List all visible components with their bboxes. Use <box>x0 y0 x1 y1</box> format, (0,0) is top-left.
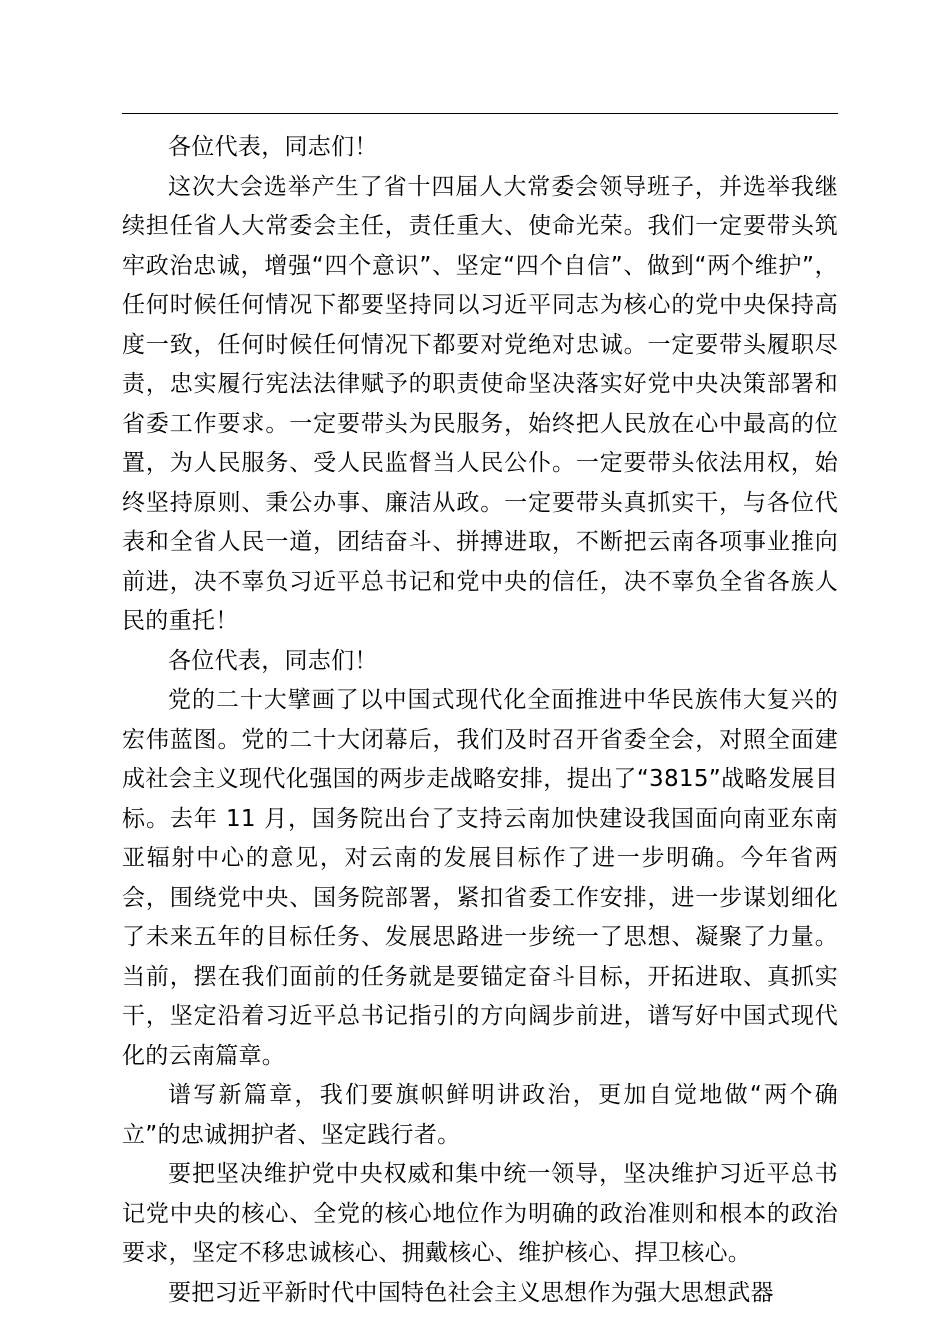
document-body <box>122 128 838 1313</box>
header-rule <box>122 113 838 114</box>
paragraph: 谱写新篇章，我们要旗帜鲜明讲政治，更加自觉地做“两个确立”的忠诚拥护者、坚定践行者。 <box>122 1082 838 1148</box>
paragraph-salutation: 各位代表，同志们！ <box>168 134 378 160</box>
paragraph: 党的二十大擘画了以中国式现代化全面推进中华民族伟大复兴的宏伟蓝图。党的二十大闭幕后，我们及时召开省委全会，对照全面建成社会主义现代化强国的两步走战略安排，提出了“3815”战略发展目标。去年 11 月，国务院出台了支持云南加快建设我国面向南亚东南亚辐射中心的意见，对云南的发展目标作了进一步明确。今年省两会，围绕党中央、国务院部署，紧扣省委工作安排，进一步谋划细化了未来五年的目标任务、发展思路进一步统一了思想、凝聚了力量。当前，摆在我们面前的任务就是要锚定奋斗目标，开拓进取、真抓实干，坚定沿着习近平总书记指引的方向阔步前进，谱写好中国式现代化的云南篇章。 <box>122 687 838 1069</box>
paragraph: 要把习近平新时代中国特色社会主义思想作为强大思想武器 <box>168 1279 774 1306</box>
paragraph-salutation: 各位代表，同志们！ <box>168 647 378 674</box>
paragraph: 这次大会选举产生了省十四届人大常委会领导班子，并选举我继续担任省人大常委会主任，责任重大、使命光荣。我们一定要带头筑牢政治忠诚，增强“四个意识”、坚定“四个自信”、做到“两个维护”，任何时候任何情况下都要坚持同以习近平同志为核心的党中央保持高度一致，任何时候任何情况下都要对党绝对忠诚。一定要带头履职尽责，忠实履行宪法法律赋予的职责使命坚决落实好党中央决策部署和省委工作要求。一定要带头为民服务，始终把人民放在心中最高的位置，为人民服务、受人民监督当人民公仆。一定要带头依法用权，始终坚持原则、秉公办事、廉洁从政。一定要带头真抓实干，与各位代表和全省人民一道，团结奋斗、拼搏进取，不断把云南各项事业推向前进，决不辜负习近平总书记和党中央的信任，决不辜负全省各族人民的重托！ <box>122 173 838 634</box>
paragraph: 要把坚决维护党中央权威和集中统一领导，坚决维护习近平总书记党中央的核心、全党的核心地位作为明确的政治准则和根本的政治要求，坚定不移忠诚核心、拥戴核心、维护核心、捍卫核心。 <box>122 1161 838 1266</box>
